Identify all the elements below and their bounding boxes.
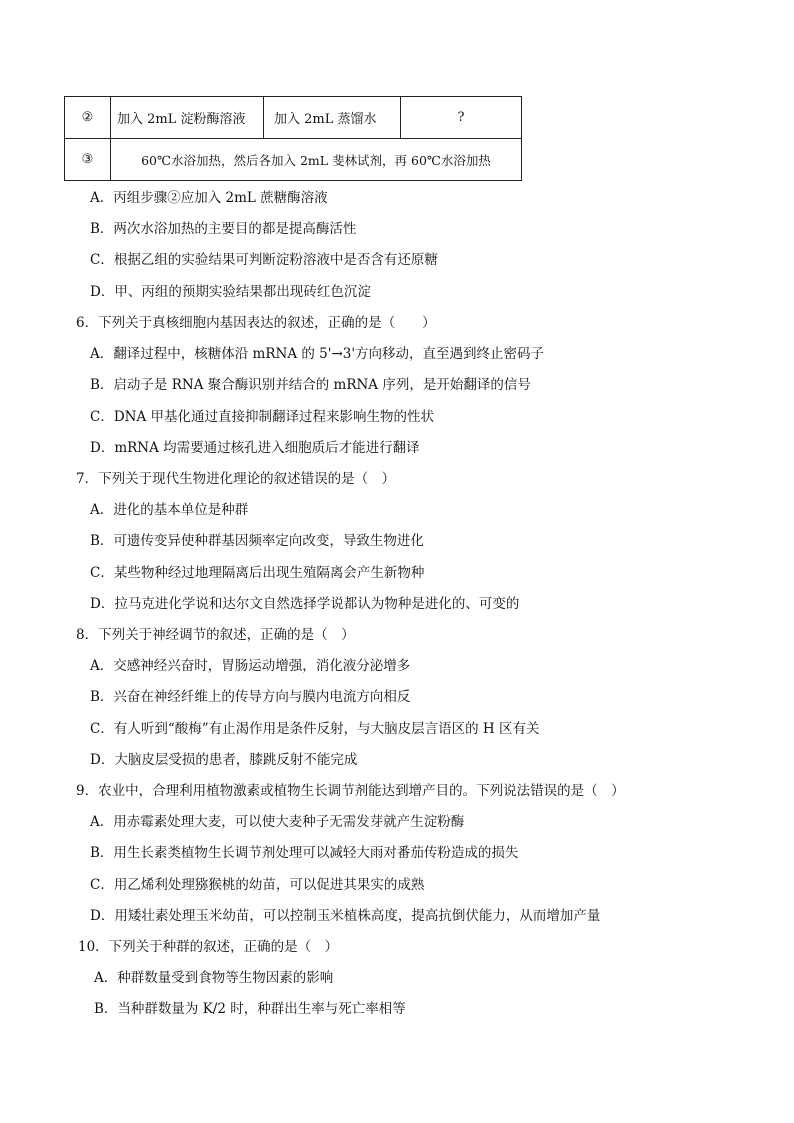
- q6-option-d: D．mRNA 均需要通过核孔进入细胞质后才能进行翻译: [90, 440, 420, 456]
- q7-option-d: D．拉马克进化学说和达尔文自然选择学说都认为物种是进化的、可变的: [90, 596, 520, 612]
- table-row: [65, 97, 522, 139]
- q6-option-b: B．启动子是 RNA 聚合酶识别并结合的 mRNA 序列，是开始翻译的信号: [90, 377, 531, 393]
- q7-stem: 7．下列关于现代生物进化理论的叙述错误的是（ ）: [76, 471, 396, 487]
- q9-option-c: C．用乙烯利处理猕猴桃的幼苗，可以促进其果实的成熟: [90, 877, 425, 893]
- group-b-step2: 加入 2mL 蒸馏水: [264, 97, 401, 139]
- step-number: ③: [65, 139, 111, 181]
- experiment-table: [64, 96, 522, 181]
- q6-stem: 6．下列关于真核细胞内基因表达的叙述，正确的是（ ）: [76, 315, 436, 331]
- q5-option-b: B．两次水浴加热的主要目的都是提高酶活性: [90, 221, 357, 237]
- q6-option-c: C．DNA 甲基化通过直接抑制翻译过程来影响生物的性状: [90, 409, 435, 425]
- q5-option-c: C．根据乙组的实验结果可判断淀粉溶液中是否含有还原糖: [90, 252, 438, 268]
- q10-option-a: A．种群数量受到食物等生物因素的影响: [94, 970, 334, 986]
- q9-option-a: A．用赤霉素处理大麦，可以使大麦种子无需发芽就产生淀粉酶: [90, 814, 465, 830]
- group-a-step2: 加入 2mL 淀粉酶溶液: [111, 97, 264, 139]
- q5-option-d: D．甲、丙组的预期实验结果都出现砖红色沉淀: [90, 284, 371, 300]
- q6-option-a: A．翻译过程中，核糖体沿 mRNA 的 5'→3'方向移动，直至遇到终止密码子: [90, 346, 545, 362]
- q8-option-a: A．交感神经兴奋时，胃肠运动增强，消化液分泌增多: [90, 658, 411, 674]
- step3-merged-cell: 60℃水浴加热，然后各加入 2mL 斐林试剂，再 60℃水浴加热: [111, 139, 522, 181]
- q9-stem: 9．农业中，合理利用植物激素或植物生长调节剂能达到增产目的。下列说法错误的是（ ）: [76, 783, 625, 799]
- q8-option-d: D．大脑皮层受损的患者，膝跳反射不能完成: [90, 752, 358, 768]
- q10-option-b: B．当种群数量为 K/2 时，种群出生率与死亡率相等: [94, 1001, 406, 1017]
- q10-stem: 10．下列关于种群的叙述，正确的是（ ）: [78, 939, 339, 955]
- q8-option-c: C．有人听到“酸梅”有止渴作用是条件反射，与大脑皮层言语区的 H 区有关: [90, 721, 540, 737]
- step-number: ②: [65, 97, 111, 139]
- q8-stem: 8．下列关于神经调节的叙述，正确的是（ ）: [76, 627, 355, 643]
- q8-option-b: B．兴奋在神经纤维上的传导方向与膜内电流方向相反: [90, 689, 411, 705]
- q7-option-a: A．进化的基本单位是种群: [90, 502, 249, 518]
- table-row: [65, 139, 522, 181]
- q7-option-b: B．可遗传变异使种群基因频率定向改变，导致生物进化: [90, 533, 424, 549]
- group-c-step2: ?: [401, 97, 522, 139]
- q9-option-d: D．用矮壮素处理玉米幼苗，可以控制玉米植株高度，提高抗倒伏能力，从而增加产量: [90, 908, 601, 924]
- q7-option-c: C．某些物种经过地理隔离后出现生殖隔离会产生新物种: [90, 565, 425, 581]
- q9-option-b: B．用生长素类植物生长调节剂处理可以减轻大雨对番茄传粉造成的损失: [90, 845, 519, 861]
- q5-option-a: A．丙组步骤②应加入 2mL 蔗糖酶溶液: [90, 190, 328, 206]
